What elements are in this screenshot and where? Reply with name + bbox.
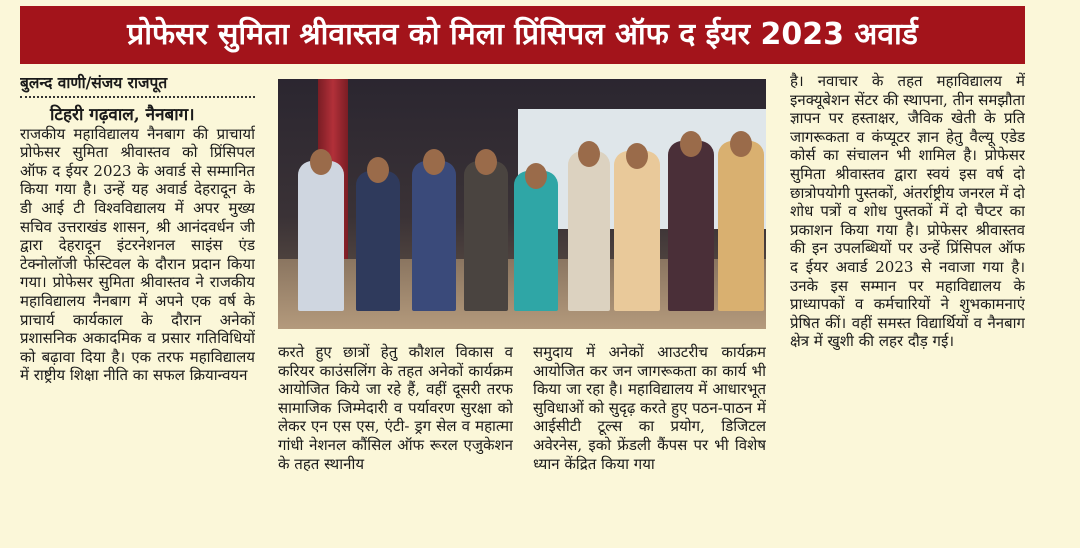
column-2-text: करते हुए छात्रों हेतु कौशल विकास व करियर काउंसलिंग के तहत अनेकों कार्यक्रम आयोजित किये जा रहे हैं, वहीं दूसरी तरफ सामाजिक जिम्मेदारी व पर्यावरण सुरक्षा को लेकर एन एस एस, एंटी- ड्रग सेल व महात्मा गांधी नेशनल कौंसिल ऑफ रूरल एजुकेशन के तहत स्थानीय	[278, 343, 513, 473]
dateline: टिहरी गढ़वाल, नैनबाग।	[50, 105, 195, 125]
person-2	[356, 171, 400, 311]
column-1-text: राजकीय महाविद्यालय नैनबाग की प्राचार्या प्रोफेसर सुमिता श्रीवास्तव को प्रिंसिपल ऑफ द ईयर 2023 के अवार्ड से सम्मानित किया गया है। उन्हें यह अवार्ड देहरादून के डी आई टी विश्वविद्यालय में अपर मुख्य सचिव उत्तराखंड शासन, श्री आनंदवर्धन जी द्वारा देहरादून इंटरनेशनल साइंस एंड टेक्नोलॉजी फेस्टिवल के दौरान प्रदान किया गया। प्रोफेसर सुमिता श्रीवास्तव ने राजकीय महाविद्यालय नैनबाग में अपने एक वर्ष के प्राचार्य कार्यकाल के दौरान अनेकों प्रशासनिक अकादमिक व प्रसार गतिविधियों को बढ़ावा दिया है। एक तरफ महाविद्यालय में राष्ट्रीय शिक्षा नीति का सफल क्रियान्वयन	[20, 124, 255, 385]
person-4	[464, 161, 508, 311]
column-3	[533, 343, 766, 543]
honoree	[514, 171, 558, 311]
column-4	[790, 72, 1025, 542]
person-6-head	[578, 141, 600, 167]
column-4-text: है। नवाचार के तहत महाविद्यालय में इनक्यूबेशन सेंटर की स्थापना, तीन समझौता ज्ञापन पर हस्ताक्षर, जैविक खेती के प्रति जागरूकता व कंप्यूटर ज्ञान हेतु वैल्यू एडेड कोर्स का संचालन भी शामिल है। प्रोफेसर सुमिता श्रीवास्तव द्वारा स्वयं इस वर्ष दो छात्रोपयोगी पुस्तकों, अंतर्राष्ट्रीय जनरल में दो शोध पत्रों व शोध पुस्तकों में दो चैप्टर का प्रकाशन किया गया है। प्रोफेसर श्रीवास्तव की इन उपलब्धियों पर उन्हें प्रिंसिपल ऑफ द ईयर अवार्ड 2023 से नवाजा गया है। उनके इस सम्मान पर महाविद्यालय के प्राध्यापकों व कर्मचारियों ने शुभकामनाएं प्रेषित कीं। वहीं समस्त विद्यार्थियों व नैनबाग क्षेत्र में खुशी की लहर दौड़ गई।	[790, 72, 1025, 351]
person-1	[298, 161, 344, 311]
person-8	[668, 141, 714, 311]
person-9	[718, 141, 764, 311]
person-7	[614, 151, 660, 311]
person-3	[412, 161, 456, 311]
column-2	[278, 343, 513, 543]
person-8-head	[680, 131, 702, 157]
person-6	[568, 151, 610, 311]
person-1-head	[310, 149, 332, 175]
column-3-text: समुदाय में अनेकों आउटरीच कार्यक्रम आयोजित कर जन जागरूकता का कार्य भी किया जा रहा है। महाविद्यालय में आधारभूत सुविधाओं को सुदृढ़ करते हुए पठन-पाठन में आईसीटी टूल्स का प्रयोग, डिजिटल अवेरनेस, इको फ्रेंडली कैंपस पर भी विशेष ध्यान केंद्रित किया गया	[533, 343, 766, 473]
headline: प्रोफेसर सुमिता श्रीवास्तव को मिला प्रिंसिपल ऑफ द ईयर 2023 अवार्ड	[20, 6, 1025, 64]
byline: बुलन्द वाणी/संजय राजपूत	[20, 72, 255, 98]
person-7-head	[626, 143, 648, 169]
column-1	[20, 72, 255, 542]
person-3-head	[423, 149, 445, 175]
person-9-head	[730, 131, 752, 157]
person-2-head	[367, 157, 389, 183]
person-4-head	[475, 149, 497, 175]
honoree-head	[525, 163, 547, 189]
award-ceremony-photo	[278, 79, 766, 329]
